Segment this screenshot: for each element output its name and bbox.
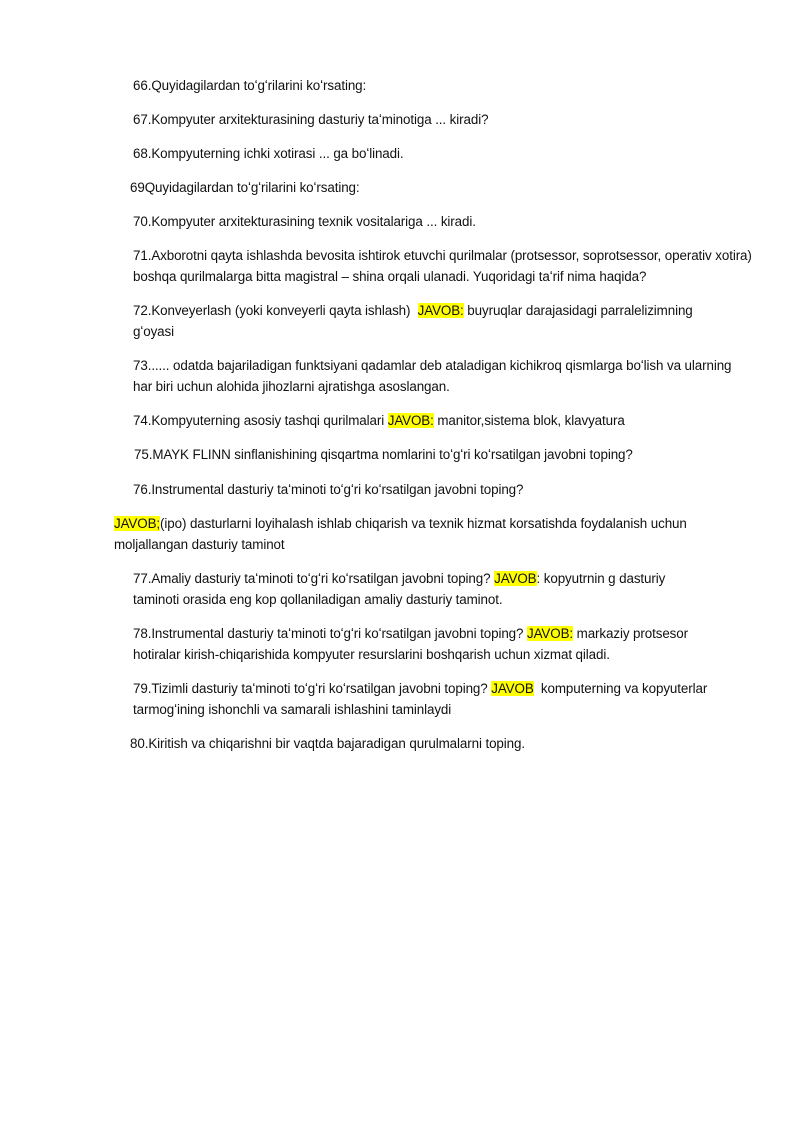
question-text: 73...... odatda bajariladigan funktsiyani qadamlar deb ataladigan kichikroq qismlarga boʻlish va ularning har biri uchun alohida jihozlarni ajratishga asoslangan. bbox=[133, 358, 732, 394]
question-text: 68.Kompyuterning ichki xotirasi ... ga boʻlinadi. bbox=[133, 146, 404, 161]
question-text: 80.Kiritish va chiqarishni bir vaqtda bajaradigan qurulmalarni toping. bbox=[130, 736, 525, 751]
answer-text: komputerning va kopyuterlar tarmogʻining ishonchli va samarali ishlashini taminlaydi bbox=[133, 681, 708, 717]
question-74 bbox=[133, 410, 625, 431]
question-69 bbox=[130, 177, 360, 198]
question-text: 76.Instrumental dasturiy taʻminoti toʻgʻri koʻrsatilgan javobni toping? bbox=[133, 482, 524, 497]
answer-label: JAVOB bbox=[491, 681, 534, 696]
question-text: 78.Instrumental dasturiy taʻminoti toʻgʻri koʻrsatilgan javobni toping? bbox=[133, 626, 524, 641]
answer-text: markaziy protsesor hotiralar kirish-chiqarishida kompyuter resurslarini boshqarish uchun xizmat qiladi. bbox=[133, 626, 688, 662]
question-73 bbox=[133, 355, 733, 397]
answer-label: JAVOB: bbox=[417, 303, 464, 318]
question-text: 75.MAYK FLINN sinflanishining qisqartma nomlarini toʻgʻri koʻrsatilgan javobni toping? bbox=[134, 447, 633, 462]
question-text: 66.Quyidagilardan toʻgʻrilarini koʻrsating: bbox=[133, 78, 367, 93]
answer-label: JAVOB; bbox=[114, 516, 161, 531]
answer-text: buyruqlar darajasidagi parralelizimning gʻoyasi bbox=[133, 303, 693, 339]
question-78 bbox=[133, 623, 723, 665]
answer-text: : kopyutrnin g dasturiy taminoti orasida eng kop qollaniladigan amaliy dasturiy taminot. bbox=[133, 571, 666, 607]
question-79 bbox=[133, 678, 743, 720]
question-text: 71.Axborotni qayta ishlashda bevosita ishtirok etuvchi qurilmalar (protsessor, soprotsessor, operativ xotira) boshqa qurilmalarga bitta magistral – shina orqali ulanadi. Yuqoridagi taʻrif nima haqida? bbox=[133, 248, 752, 284]
question-68 bbox=[133, 143, 404, 164]
question-70 bbox=[133, 211, 476, 232]
answer-76 bbox=[114, 513, 714, 555]
question-text: 69Quyidagilardan toʻgʻrilarini koʻrsating: bbox=[130, 180, 360, 195]
question-76 bbox=[133, 479, 523, 500]
question-66 bbox=[133, 75, 366, 96]
question-72 bbox=[133, 300, 723, 342]
question-80 bbox=[130, 733, 525, 754]
answer-text: (ipo) dasturlarni loyihalash ishlab chiqarish va texnik hizmat korsatishda foydalanish uchun moljallangan dasturiy taminot bbox=[114, 516, 687, 552]
question-text: 72.Konveyerlash (yoki konveyerli qayta ishlash) bbox=[133, 303, 411, 318]
question-text: 74.Kompyuterning asosiy tashqi qurilmalari bbox=[133, 413, 385, 428]
question-67 bbox=[133, 109, 488, 130]
question-text: 79.Tizimli dasturiy taʻminoti toʻgʻri koʻrsatilgan javobni toping? bbox=[133, 681, 488, 696]
question-text: 67.Kompyuter arxitekturasining dasturiy taʻminotiga ... kiradi? bbox=[133, 112, 489, 127]
answer-label: JAVOB: bbox=[387, 413, 434, 428]
question-71 bbox=[133, 245, 753, 287]
answer-text: manitor,sistema blok, klavyatura bbox=[437, 413, 625, 428]
question-75 bbox=[134, 444, 633, 465]
question-text: 70.Kompyuter arxitekturasining texnik vositalariga ... kiradi. bbox=[133, 214, 476, 229]
question-text: 77.Amaliy dasturiy taʻminoti toʻgʻri koʻrsatilgan javobni toping? bbox=[133, 571, 491, 586]
answer-label: JAVOB bbox=[494, 571, 537, 586]
question-77 bbox=[133, 568, 703, 610]
answer-label: JAVOB: bbox=[527, 626, 574, 641]
